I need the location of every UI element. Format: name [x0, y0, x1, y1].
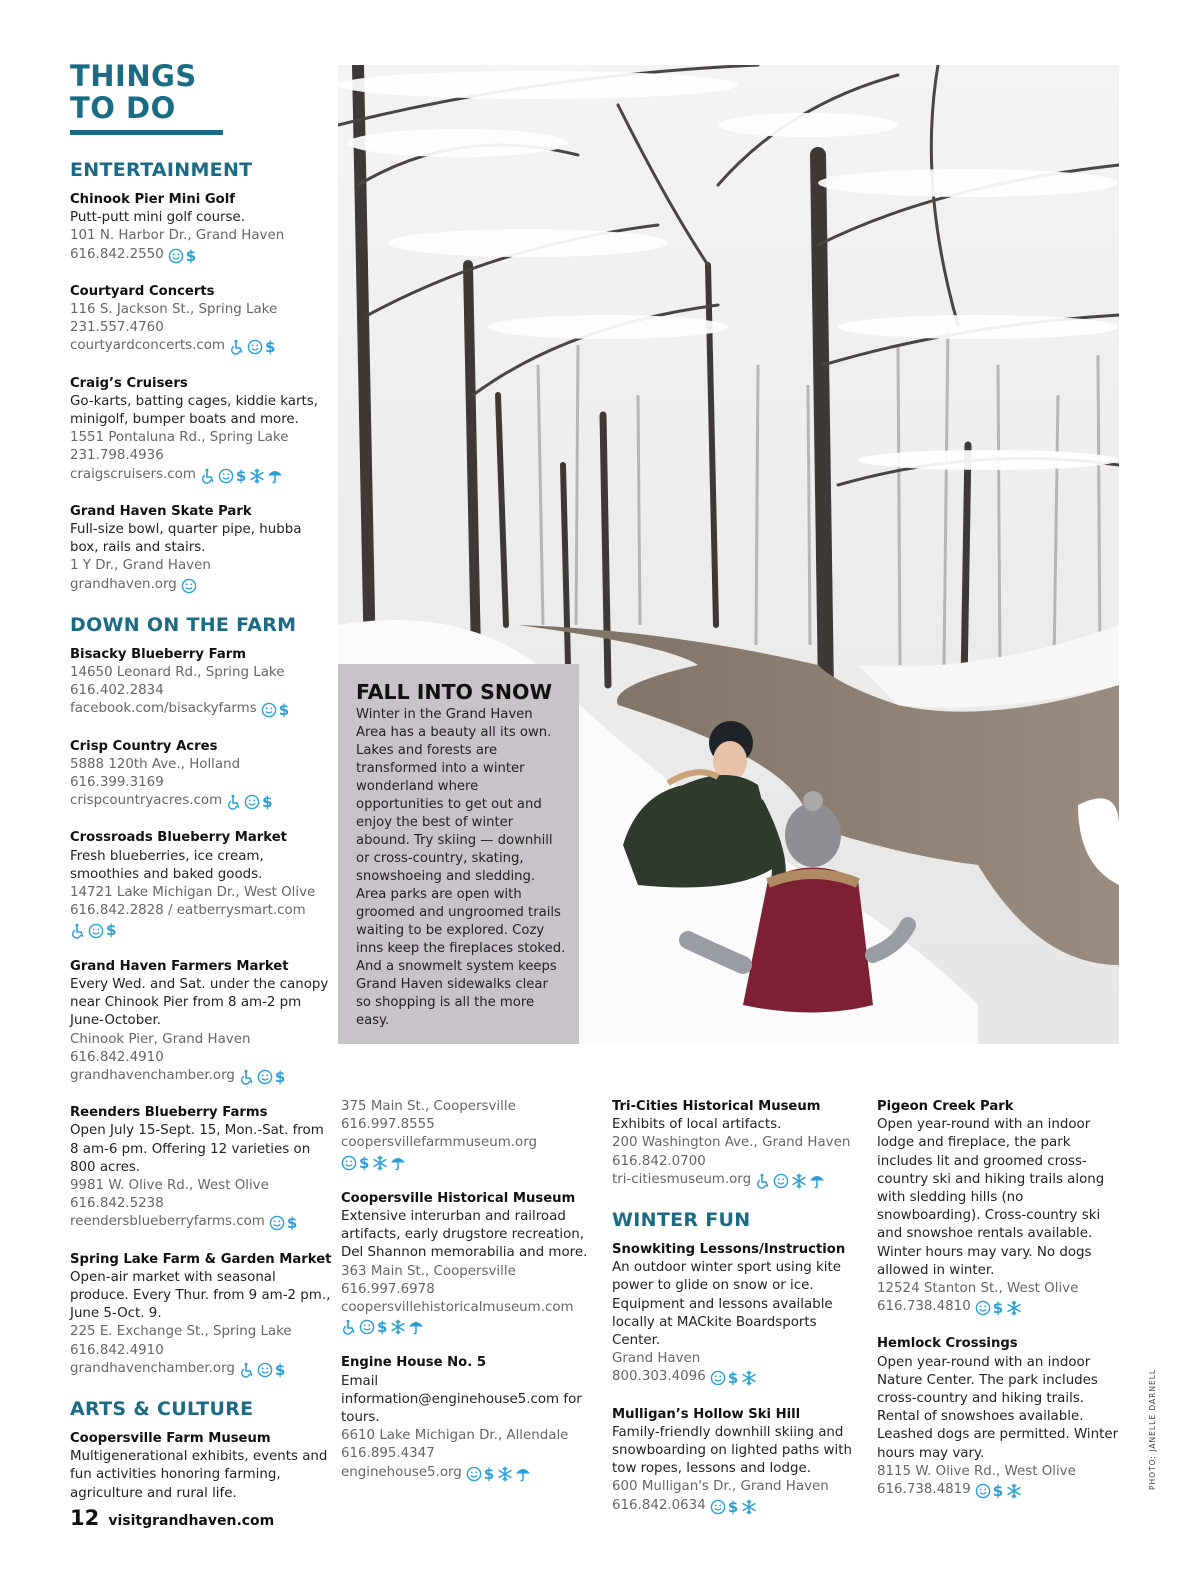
smiley-icon [773, 1173, 789, 1189]
listing-coopersville-farm-museum-continued [341, 1098, 591, 1173]
smiley-icon [261, 702, 277, 718]
listing-website-link[interactable]: crispcountryacres.com [70, 793, 223, 809]
photo-credit: PHOTO: JANELLE DARNELL [1148, 1368, 1157, 1490]
snowflake-icon [791, 1173, 807, 1189]
snowflake-icon [497, 1466, 513, 1482]
listing-phone: 616.842.2550 [70, 246, 164, 262]
title-underline [70, 130, 223, 135]
listing-address: 200 Washington Ave., Grand Haven [612, 1135, 851, 1151]
dollar-icon: $ [262, 793, 273, 812]
listing-address: 363 Main St., Coopersville [341, 1263, 516, 1279]
listing-crisp-country-acres [70, 738, 332, 813]
footer-website-link[interactable]: visitgrandhaven.com [108, 1513, 275, 1529]
smiley-icon [710, 1499, 726, 1515]
listing-coopersville-historical-museum [341, 1190, 591, 1338]
listing-address: 375 Main St., Coopersville [341, 1099, 516, 1114]
listing-website-link[interactable]: craigscruisers.com [70, 466, 196, 482]
snowflake-icon [1006, 1300, 1022, 1316]
smiley-icon [88, 923, 104, 939]
listing-bisacky-blueberry-farm [70, 646, 332, 721]
listing-website-link[interactable]: grandhaven.org [70, 576, 177, 592]
section-heading-down-on-the-farm: DOWN ON THE FARM [70, 613, 297, 636]
listing-address: 116 S. Jackson St., Spring Lake [70, 302, 278, 318]
listing-crossroads-blueberry-market [70, 829, 332, 940]
listing-name: Spring Lake Farm & Garden Market [70, 1251, 332, 1267]
smiley-icon [341, 1155, 357, 1171]
listing-description: Open year-round with an indoor Nature Center. The park includes cross-country and hiking trails. Rental of snowshoes available. Leashed dogs are permitted. Winter hours may vary. [877, 1354, 1119, 1461]
smiley-icon [168, 248, 184, 264]
listing-address: 600 Mulligan's Dr., Grand Haven [612, 1479, 829, 1495]
listing-phone: 616.402.2834 [70, 683, 164, 699]
listing-website-link[interactable]: facebook.com/bisackyfarms [70, 701, 257, 717]
listing-website-link[interactable]: grandhavenchamber.org [70, 1360, 235, 1376]
snowflake-icon [390, 1319, 406, 1335]
listing-reenders-blueberry-farms [70, 1104, 332, 1233]
smiley-icon [244, 794, 260, 810]
listing-description: Fresh blueberries, ice cream, smoothies and baked goods. [70, 848, 264, 882]
listing-name: Chinook Pier Mini Golf [70, 192, 235, 207]
listing-website-link[interactable]: enginehouse5.org [341, 1464, 462, 1480]
wheelchair-icon [200, 468, 216, 484]
listing-address: Grand Haven [612, 1351, 701, 1367]
dollar-icon: $ [359, 1153, 370, 1172]
listing-mulligans-hollow-ski-hill [612, 1406, 862, 1517]
listing-name: Pigeon Creek Park [877, 1099, 1014, 1114]
listing-address: 9981 W. Olive Rd., West Olive [70, 1177, 269, 1193]
listing-name: Hemlock Crossings [877, 1336, 1018, 1352]
listing-address: 101 N. Harbor Dr., Grand Haven [70, 228, 285, 244]
listing-grand-haven-skate-park [70, 503, 332, 596]
dollar-icon: $ [274, 1360, 286, 1379]
listing-hemlock-crossings [877, 1335, 1127, 1501]
listing-courtyard-concerts [70, 283, 332, 358]
smiley-icon [975, 1483, 991, 1499]
feature-title: FALL INTO SNOW [356, 680, 553, 704]
smiley-icon [257, 1069, 273, 1085]
listing-address: 225 E. Exchange St., Spring Lake [70, 1324, 292, 1340]
dollar-icon: $ [727, 1497, 739, 1516]
snowflake-icon [249, 468, 265, 484]
listing-description: Email information@enginehouse5.com for tours. [341, 1373, 582, 1426]
listing-name: Coopersville Historical Museum [341, 1190, 576, 1206]
column-3 [612, 1098, 862, 1534]
wheelchair-icon [239, 1362, 255, 1378]
umbrella-icon [267, 468, 283, 484]
smiley-icon [181, 578, 197, 594]
listing-phone: 616.997.8555 [341, 1117, 435, 1133]
listing-phone: 616.842.0700 [612, 1153, 706, 1169]
dollar-icon: $ [274, 1067, 286, 1086]
listing-description: Extensive interurban and railroad artifacts, early drugstore recreation, Del Shannon memorabilia and more. [341, 1209, 588, 1261]
page-footer [70, 1506, 274, 1530]
listing-name: Courtyard Concerts [70, 283, 215, 299]
page-number: 12 [70, 1506, 100, 1530]
column-2 [341, 1098, 591, 1501]
dollar-icon: $ [727, 1369, 739, 1388]
listing-website-link[interactable]: coopersvillefarmmuseum.org [341, 1135, 538, 1151]
listing-phone-and-website: 616.842.2828 / eatberrysmart.com [70, 903, 306, 919]
section-heading-winter-fun: WINTER FUN [612, 1209, 751, 1232]
listing-description: Go-karts, batting cages, kiddie karts, minigolf, bumper boats and more. [70, 393, 318, 428]
listing-address: 1 Y Dr., Grand Haven [70, 558, 211, 574]
listing-phone: 231.557.4760 [70, 320, 164, 336]
umbrella-icon [390, 1155, 406, 1171]
smiley-icon [710, 1370, 726, 1386]
dollar-icon: $ [286, 1214, 298, 1233]
dollar-icon: $ [235, 466, 247, 485]
listing-name: Coopersville Farm Museum [70, 1430, 271, 1446]
dollar-icon: $ [106, 921, 117, 940]
listing-address: 1551 Pontaluna Rd., Spring Lake [70, 430, 289, 446]
wheelchair-icon [239, 1069, 255, 1085]
listing-phone: 800.303.4096 [612, 1369, 706, 1385]
listing-name: Tri-Cities Historical Museum [612, 1099, 821, 1114]
listing-phone: 616.738.4810 [877, 1299, 971, 1315]
listing-description: Exhibits of local artifacts. [612, 1117, 782, 1133]
listing-website-link[interactable]: grandhavenchamber.org [70, 1067, 235, 1083]
section-heading-entertainment: ENTERTAINMENT [70, 159, 253, 181]
listing-description: Family-friendly downhill skiing and snowboarding on lighted paths with tow ropes, lessons and lodge. [612, 1424, 852, 1477]
listing-address: 8115 W. Olive Rd., West Olive [877, 1463, 1076, 1479]
umbrella-icon [408, 1319, 424, 1335]
wheelchair-icon [70, 923, 86, 939]
page-title-line-1: THINGS [70, 59, 197, 93]
smiley-icon [269, 1215, 285, 1231]
listing-address: 14721 Lake Michigan Dr., West Olive [70, 885, 316, 901]
dollar-icon: $ [185, 246, 197, 265]
listing-description: Full-size bowl, quarter pipe, hubba box, rails and stairs. [70, 522, 302, 556]
listing-coopersville-farm-museum [70, 1430, 332, 1503]
listing-spring-lake-farm-garden-market [70, 1251, 332, 1380]
smiley-icon [975, 1300, 991, 1316]
smiley-icon [359, 1319, 375, 1335]
listing-phone: 616.842.0634 [612, 1497, 706, 1513]
listing-phone: 231.798.4936 [70, 448, 164, 464]
dollar-icon: $ [483, 1464, 495, 1483]
listing-phone: 616.399.3169 [70, 775, 164, 791]
listing-name: Mulligan’s Hollow Ski Hill [612, 1406, 801, 1422]
feature-box [338, 664, 579, 1044]
wheelchair-icon [341, 1319, 357, 1335]
listing-engine-house-no-5 [341, 1354, 591, 1483]
snowflake-icon [741, 1370, 757, 1386]
section-heading-arts-culture: ARTS & CULTURE [70, 1397, 254, 1420]
listing-phone: 616.842.4910 [70, 1342, 164, 1358]
feature-text: Winter in the Grand Haven Area has a beauty all its own. Lakes and forests are transformed into a winter wonderland where opportunities to get out and enjoy the best of winter abound. Try skiing — downhill or cross-country, skating, snowshoeing and sledding. Area parks are open with groomed and ungroomed trails waiting to be explored. Cozy inns keep the fireplaces stoked. And a snowmelt system keeps Grand Haven sidewalks clear so shopping is all the more easy. [356, 707, 566, 1028]
smiley-icon [218, 468, 234, 484]
smiley-icon [247, 339, 263, 355]
listing-address: Chinook Pier, Grand Haven [70, 1031, 251, 1047]
dollar-icon: $ [992, 1481, 1004, 1500]
listing-website-link[interactable]: courtyardconcerts.com [70, 338, 225, 354]
listing-snowkiting-lessons [612, 1241, 862, 1389]
dollar-icon: $ [278, 701, 290, 720]
listing-name: Bisacky Blueberry Farm [70, 646, 246, 662]
listing-phone: 616.997.6978 [341, 1281, 435, 1297]
smiley-icon [257, 1362, 273, 1378]
snowflake-icon [741, 1499, 757, 1515]
dollar-icon: $ [992, 1299, 1004, 1318]
snowflake-icon [1006, 1483, 1022, 1499]
listing-description: Multigenerational exhibits, events and fun activities honoring farming, agriculture and rural life. [70, 1449, 328, 1501]
column-1 [70, 158, 332, 1520]
listing-address: 12524 Stanton St., West Olive [877, 1281, 1079, 1297]
listing-name: Crisp Country Acres [70, 738, 218, 754]
listing-description: Putt-putt mini golf course. [70, 210, 246, 226]
listing-address: 5888 120th Ave., Holland [70, 756, 241, 772]
listing-tri-cities-historical-museum [612, 1098, 862, 1191]
listing-name: Grand Haven Farmers Market [70, 958, 289, 974]
wheelchair-icon [226, 794, 242, 810]
listing-address: 6610 Lake Michigan Dr., Allendale [341, 1428, 569, 1444]
page-title-block [70, 60, 230, 135]
listing-description: Open year-round with an indoor lodge and fireplace, the park includes lit and groomed cross-country ski and hiking trails along with sledding hills (no snowboarding). Cross-country ski and snowshoe rentals available. Winter hours may vary. No dogs allowed in winter. [877, 1117, 1105, 1278]
listing-name: Grand Haven Skate Park [70, 503, 252, 519]
column-4 [877, 1098, 1127, 1518]
listing-phone: 616.895.4347 [341, 1446, 435, 1462]
page-title-line-2: TO DO [70, 91, 176, 125]
listing-name: Crossroads Blueberry Market [70, 830, 287, 846]
listing-website-link[interactable]: coopersvillehistoricalmuseum.com [341, 1300, 574, 1316]
listing-phone: 616.842.4910 [70, 1049, 164, 1065]
umbrella-icon [809, 1173, 825, 1189]
listing-name: Reenders Blueberry Farms [70, 1105, 268, 1121]
listing-pigeon-creek-park [877, 1098, 1127, 1318]
listing-website-link[interactable]: tri-citiesmuseum.org [612, 1171, 752, 1187]
listing-chinook-pier-mini-golf [70, 191, 332, 266]
listing-craigs-cruisers [70, 375, 332, 486]
umbrella-icon [515, 1466, 531, 1482]
smiley-icon [466, 1466, 482, 1482]
listing-description: Every Wed. and Sat. under the canopy near Chinook Pier from 8 am-2 pm June-October. [70, 976, 329, 1029]
listing-description: Open-air market with seasonal produce. Every Thur. from 9 am-2 pm., June 5-Oct. 9. [70, 1269, 331, 1322]
listing-name: Craig’s Cruisers [70, 375, 188, 391]
listing-name: Engine House No. 5 [341, 1355, 487, 1371]
listing-description: Open July 15-Sept. 15, Mon.-Sat. from 8 am-6 pm. Offering 12 varieties on 800 acres. [70, 1123, 324, 1175]
wheelchair-icon [229, 339, 245, 355]
listing-phone: 616.738.4819 [877, 1482, 971, 1498]
dollar-icon: $ [264, 338, 276, 357]
dollar-icon: $ [377, 1318, 388, 1337]
listing-address: 14650 Leonard Rd., Spring Lake [70, 665, 285, 681]
snowflake-icon [372, 1155, 388, 1171]
wheelchair-icon [755, 1173, 771, 1189]
listing-website-link[interactable]: reendersblueberryfarms.com [70, 1214, 265, 1230]
listing-description: An outdoor winter sport using kite power to glide on snow or ice. Equipment and lessons available locally at MACkite Boardsports Center. [612, 1260, 841, 1349]
listing-grand-haven-farmers-market [70, 958, 332, 1087]
listing-phone: 616.842.5238 [70, 1196, 164, 1212]
listing-name: Snowkiting Lessons/Instruction [612, 1242, 846, 1258]
